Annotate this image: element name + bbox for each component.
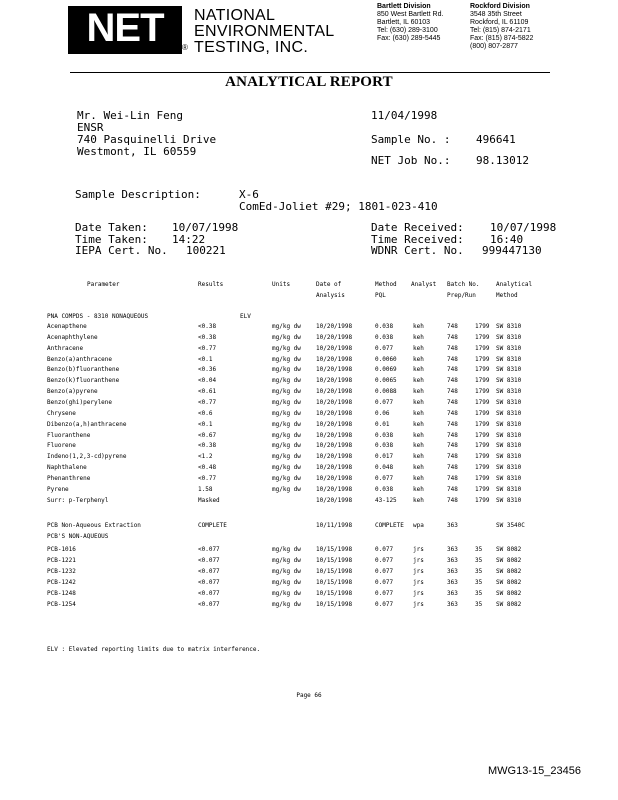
column-header: Batch No. <box>447 281 480 288</box>
row-parameter: Acenapthene <box>47 323 87 330</box>
row-parameter: Phenanthrene <box>47 474 91 482</box>
table-cell: 363 <box>447 589 458 597</box>
row-parameter: Acenaphthylene <box>47 333 98 341</box>
table-cell: 10/20/1998 <box>316 496 353 504</box>
table-cell: mg/kg dw <box>272 431 301 439</box>
table-cell: 35 <box>475 578 483 586</box>
table-cell: 0.06 <box>375 409 390 417</box>
table-cell: mg/kg dw <box>272 464 301 472</box>
table-cell: SW 8082 <box>496 567 522 575</box>
table-cell: SW 8082 <box>496 578 522 586</box>
row-parameter: PCB-1248 <box>47 589 76 597</box>
time-received: 16:40 <box>490 233 524 246</box>
table-cell: Masked <box>198 496 220 504</box>
logo-text: NET <box>86 6 164 50</box>
table-cell: 363 <box>447 556 458 564</box>
table-cell: jrs <box>413 578 424 586</box>
table-cell: 1799 <box>475 496 490 504</box>
table-cell: mg/kg dw <box>272 409 301 417</box>
table-cell: 10/20/1998 <box>316 398 353 406</box>
table-cell: 363 <box>447 546 458 553</box>
table-cell: 1799 <box>475 464 490 472</box>
table-cell: keh <box>413 453 424 461</box>
table-cell: 10/15/1998 <box>316 546 353 553</box>
table-cell: COMPLETE <box>375 522 404 529</box>
table-cell: keh <box>413 355 424 363</box>
table-cell: jrs <box>413 556 424 564</box>
row-parameter: Benzo(a)pyrene <box>47 388 98 396</box>
section-title: PCB'S NON-AQUEOUS <box>47 533 109 540</box>
table-cell: <0.77 <box>198 344 217 352</box>
table-cell: <0.077 <box>198 556 220 564</box>
column-header: Units <box>272 281 291 288</box>
table-cell: 363 <box>447 578 458 586</box>
row-parameter: Benzo(b)fluoranthene <box>47 366 120 374</box>
table-cell: keh <box>413 377 424 385</box>
table-cell: 748 <box>447 420 458 428</box>
column-header: Method <box>496 292 518 299</box>
table-cell: <0.61 <box>198 388 217 396</box>
table-cell: <0.67 <box>198 431 217 439</box>
client-street: 740 Pasquinelli Drive <box>77 133 217 146</box>
table-cell: 748 <box>447 398 458 406</box>
table-cell: mg/kg dw <box>272 453 301 461</box>
table-cell: 10/20/1998 <box>316 355 353 363</box>
table-cell: <1.2 <box>198 453 213 461</box>
table-cell: keh <box>413 366 424 374</box>
job-no: 98.13012 <box>476 154 529 167</box>
table-cell: mg/kg dw <box>272 556 301 564</box>
table-cell: 0.0060 <box>375 355 397 363</box>
page-number: Page 66 <box>296 692 322 699</box>
table-cell: 0.077 <box>375 546 394 553</box>
row-parameter: Pyrene <box>47 485 69 493</box>
table-cell: 748 <box>447 409 458 417</box>
table-cell: 10/20/1998 <box>316 464 353 472</box>
table-cell: SW 8310 <box>496 366 522 374</box>
table-cell: 0.077 <box>375 567 394 575</box>
table-cell: 10/20/1998 <box>316 366 353 374</box>
table-cell: 748 <box>447 464 458 472</box>
table-cell: 0.038 <box>375 442 394 450</box>
table-cell: 1799 <box>475 420 490 428</box>
table-cell: 10/15/1998 <box>316 589 353 597</box>
wdnr-cert-label: WDNR Cert. No. <box>371 244 464 257</box>
table-cell: SW 8310 <box>496 333 522 341</box>
table-cell: keh <box>413 388 424 396</box>
registered-mark: ® <box>182 43 188 52</box>
row-parameter: Fluorene <box>47 442 76 450</box>
client-company: ENSR <box>77 121 104 134</box>
column-header: Results <box>198 281 224 288</box>
date-taken-label: Date Taken: <box>75 221 148 234</box>
table-cell: jrs <box>413 600 424 608</box>
table-cell: SW 8310 <box>496 496 522 504</box>
row-parameter: Benzo(ghi)perylene <box>47 398 113 406</box>
table-cell: keh <box>413 409 424 417</box>
table-cell: SW 8310 <box>496 388 522 396</box>
table-cell: <0.077 <box>198 600 220 608</box>
table-cell: keh <box>413 344 424 352</box>
table-cell: mg/kg dw <box>272 355 301 363</box>
table-cell: keh <box>413 398 424 406</box>
table-cell: mg/kg dw <box>272 333 301 341</box>
iepa-cert-label: IEPA Cert. No. <box>75 244 168 257</box>
table-cell: 363 <box>447 600 458 608</box>
sample-description-line-1: X-6 <box>239 188 259 201</box>
section-title: PNA COMPDS - 8310 NONAQUEOUS <box>47 313 149 320</box>
table-cell: 35 <box>475 600 483 608</box>
table-cell: 0.017 <box>375 453 394 461</box>
table-cell: jrs <box>413 589 424 597</box>
table-cell: 748 <box>447 323 458 330</box>
table-cell: <0.077 <box>198 589 220 597</box>
client-city: Westmont, IL 60559 <box>77 145 197 158</box>
table-cell: mg/kg dw <box>272 546 301 553</box>
section-flag: ELV <box>240 313 251 320</box>
table-cell: 1799 <box>475 333 490 341</box>
table-cell: 10/20/1998 <box>316 344 353 352</box>
table-cell: SW 8310 <box>496 453 522 461</box>
iepa-cert: 100221 <box>186 244 226 257</box>
row-parameter: Naphthalene <box>47 464 87 472</box>
job-no-label: NET Job No.: <box>371 154 451 167</box>
column-header: Method <box>375 281 397 288</box>
row-parameter: Benzo(k)fluoranthene <box>47 377 120 385</box>
table-cell: mg/kg dw <box>272 388 301 396</box>
table-cell: COMPLETE <box>198 522 227 529</box>
table-cell: 0.048 <box>375 464 394 472</box>
table-cell: 10/20/1998 <box>316 442 353 450</box>
table-cell: 748 <box>447 442 458 450</box>
table-cell: 363 <box>447 567 458 575</box>
table-cell: 10/20/1998 <box>316 431 353 439</box>
table-cell: <0.36 <box>198 366 217 374</box>
table-cell: 1799 <box>475 474 490 482</box>
table-cell: 35 <box>475 567 483 575</box>
table-cell: 10/15/1998 <box>316 556 353 564</box>
table-cell: 1799 <box>475 398 490 406</box>
table-cell: mg/kg dw <box>272 366 301 374</box>
table-cell: 0.0088 <box>375 388 397 396</box>
table-cell: 1799 <box>475 344 490 352</box>
company-name-line-2: ENVIRONMENTAL <box>194 23 335 40</box>
table-cell: 10/20/1998 <box>316 474 353 482</box>
table-cell: 748 <box>447 377 458 385</box>
table-cell: 35 <box>475 556 483 564</box>
column-header: Date of <box>316 281 342 288</box>
table-cell: keh <box>413 323 424 330</box>
column-header: Parameter <box>87 281 120 288</box>
table-cell: keh <box>413 496 424 504</box>
table-cell: 10/15/1998 <box>316 600 353 608</box>
table-cell: 0.077 <box>375 398 394 406</box>
table-cell: 0.077 <box>375 589 394 597</box>
table-cell: mg/kg dw <box>272 485 301 493</box>
table-cell: SW 8310 <box>496 431 522 439</box>
table-cell: SW 8310 <box>496 442 522 450</box>
table-cell: SW 8310 <box>496 474 522 482</box>
row-parameter: Anthracene <box>47 344 84 352</box>
table-cell: SW 8082 <box>496 600 522 608</box>
table-cell: jrs <box>413 546 424 553</box>
wdnr-cert: 999447130 <box>482 244 542 257</box>
table-cell: 748 <box>447 388 458 396</box>
row-parameter: PCB-1232 <box>47 567 76 575</box>
row-parameter: Benzo(a)anthracene <box>47 355 113 363</box>
table-cell: SW 8310 <box>496 409 522 417</box>
table-cell: mg/kg dw <box>272 323 301 330</box>
table-cell: 10/15/1998 <box>316 567 353 575</box>
sample-no: 496641 <box>476 133 516 146</box>
table-cell: mg/kg dw <box>272 474 301 482</box>
table-cell: 10/20/1998 <box>316 409 353 417</box>
table-cell: 748 <box>447 355 458 363</box>
table-cell: SW 8310 <box>496 323 522 330</box>
column-header: Analytical <box>496 281 533 288</box>
table-cell: 748 <box>447 453 458 461</box>
table-cell: SW 8310 <box>496 377 522 385</box>
bartlett-address: Bartlett Division 850 West Bartlett Rd. Bartlett, IL 60103 Tel: (630) 289-3100 Fax: (630) 289-5445 <box>377 3 444 42</box>
table-cell: 0.077 <box>375 600 394 608</box>
table-cell: 0.0065 <box>375 377 397 385</box>
table-cell: <0.38 <box>198 323 217 330</box>
date-received-label: Date Received: <box>371 221 464 234</box>
table-cell: jrs <box>413 567 424 575</box>
table-cell: 748 <box>447 366 458 374</box>
table-cell: SW 8310 <box>496 355 522 363</box>
row-parameter: PCB-1016 <box>47 546 76 553</box>
table-cell: 35 <box>475 589 483 597</box>
table-cell: <0.077 <box>198 546 220 553</box>
row-parameter: PCB-1221 <box>47 556 76 564</box>
table-cell: 748 <box>447 431 458 439</box>
table-cell: mg/kg dw <box>272 442 301 450</box>
table-cell: <0.48 <box>198 464 217 472</box>
table-cell: mg/kg dw <box>272 600 301 608</box>
column-header: Analysis <box>316 292 345 299</box>
table-cell: <0.38 <box>198 442 217 450</box>
row-parameter: PCB-1254 <box>47 600 76 608</box>
table-cell: 748 <box>447 496 458 504</box>
company-name-line-1: NATIONAL <box>194 7 276 24</box>
table-cell: keh <box>413 442 424 450</box>
table-cell: 35 <box>475 546 483 553</box>
table-cell: <0.38 <box>198 333 217 341</box>
sample-no-label: Sample No. : <box>371 133 451 146</box>
table-cell: keh <box>413 431 424 439</box>
row-parameter: Chrysene <box>47 409 76 417</box>
table-cell: 1799 <box>475 366 490 374</box>
time-taken-label: Time Taken: <box>75 233 148 246</box>
row-parameter: PCB Non-Aqueous Extraction <box>47 522 141 529</box>
table-cell: 10/20/1998 <box>316 377 353 385</box>
table-cell: 0.038 <box>375 431 394 439</box>
table-cell: <0.6 <box>198 409 213 417</box>
table-cell: SW 3540C <box>496 522 525 529</box>
table-cell: SW 8310 <box>496 344 522 352</box>
date-taken: 10/07/1998 <box>172 221 239 234</box>
document-id: MWG13-15_23456 <box>488 765 581 777</box>
table-cell: mg/kg dw <box>272 578 301 586</box>
table-cell: 10/11/1998 <box>316 522 353 529</box>
table-cell: <0.1 <box>198 420 213 428</box>
table-cell: 0.01 <box>375 420 390 428</box>
table-cell: 10/20/1998 <box>316 453 353 461</box>
table-cell: 363 <box>447 522 458 529</box>
table-cell: 0.038 <box>375 485 394 493</box>
table-cell: 1799 <box>475 388 490 396</box>
table-cell: keh <box>413 333 424 341</box>
table-cell: <0.04 <box>198 377 217 385</box>
table-cell: 748 <box>447 474 458 482</box>
table-cell: 1799 <box>475 355 490 363</box>
footnote: ELV : Elevated reporting limits due to matrix interference. <box>47 646 261 653</box>
table-cell: 1799 <box>475 453 490 461</box>
table-cell: <0.077 <box>198 567 220 575</box>
table-cell: 10/20/1998 <box>316 323 353 330</box>
table-cell: 0.038 <box>375 333 394 341</box>
table-cell: 43-125 <box>375 496 397 504</box>
table-cell: keh <box>413 474 424 482</box>
report-date: 11/04/1998 <box>371 109 438 122</box>
table-cell: 10/20/1998 <box>316 388 353 396</box>
report-title: ANALYTICAL REPORT <box>225 74 393 90</box>
table-cell: SW 8082 <box>496 589 522 597</box>
table-cell: SW 8310 <box>496 398 522 406</box>
table-cell: <0.077 <box>198 578 220 586</box>
table-cell: 0.077 <box>375 578 394 586</box>
table-cell: 748 <box>447 333 458 341</box>
table-cell: 0.038 <box>375 323 394 330</box>
table-cell: mg/kg dw <box>272 377 301 385</box>
table-cell: 1799 <box>475 431 490 439</box>
table-cell: SW 8082 <box>496 556 522 564</box>
table-cell: SW 8310 <box>496 464 522 472</box>
header-rule <box>70 72 550 73</box>
table-cell: <0.77 <box>198 398 217 406</box>
table-cell: <0.1 <box>198 355 213 363</box>
row-parameter: Dibenzo(a,h)anthracene <box>47 420 127 428</box>
table-cell: SW 8310 <box>496 485 522 493</box>
table-cell: 0.0069 <box>375 366 397 374</box>
row-parameter: Indeno(1,2,3-cd)pyrene <box>47 453 127 461</box>
table-cell: <0.77 <box>198 474 217 482</box>
table-cell: 0.077 <box>375 474 394 482</box>
table-cell: mg/kg dw <box>272 589 301 597</box>
table-cell: keh <box>413 464 424 472</box>
table-cell: 10/20/1998 <box>316 333 353 341</box>
table-cell: 10/20/1998 <box>316 420 353 428</box>
table-cell: keh <box>413 420 424 428</box>
date-received: 10/07/1998 <box>490 221 557 234</box>
table-cell: 0.077 <box>375 344 394 352</box>
table-cell: wpa <box>413 522 424 529</box>
table-cell: mg/kg dw <box>272 344 301 352</box>
client-name: Mr. Wei-Lin Feng <box>77 109 183 122</box>
time-received-label: Time Received: <box>371 233 464 246</box>
column-header: Analyst <box>411 281 437 288</box>
table-cell: 1.58 <box>198 485 213 493</box>
table-cell: 10/15/1998 <box>316 578 353 586</box>
table-cell: 1799 <box>475 485 490 493</box>
table-cell: 1799 <box>475 323 490 330</box>
column-header: PQL <box>375 292 386 299</box>
table-cell: mg/kg dw <box>272 420 301 428</box>
row-parameter: Surr: p-Terphenyl <box>47 496 109 504</box>
table-cell: 0.077 <box>375 556 394 564</box>
table-cell: SW 8310 <box>496 420 522 428</box>
table-cell: 748 <box>447 344 458 352</box>
sample-description-label: Sample Description: <box>75 188 201 201</box>
row-parameter: PCB-1242 <box>47 578 76 586</box>
company-name-line-3: TESTING, INC. <box>194 39 309 56</box>
table-cell: 1799 <box>475 442 490 450</box>
table-cell: 1799 <box>475 409 490 417</box>
table-cell: mg/kg dw <box>272 567 301 575</box>
table-cell: 1799 <box>475 377 490 385</box>
sample-description-line-2: ComEd-Joliet #29; 1801-023-410 <box>239 200 438 213</box>
table-cell: keh <box>413 485 424 493</box>
time-taken: 14:22 <box>172 233 206 246</box>
rockford-address: Rockford Division 3548 35th Street Rockford, IL 61109 Tel: (815) 874-2171 Fax: (815) 874-5822 (800) 807-2877 <box>470 3 534 50</box>
table-cell: SW 8082 <box>496 546 522 553</box>
table-cell: 748 <box>447 485 458 493</box>
row-parameter: Fluoranthene <box>47 431 91 439</box>
table-cell: 10/20/1998 <box>316 485 353 493</box>
column-header: Prep/Run <box>447 292 476 299</box>
table-cell: mg/kg dw <box>272 398 301 406</box>
